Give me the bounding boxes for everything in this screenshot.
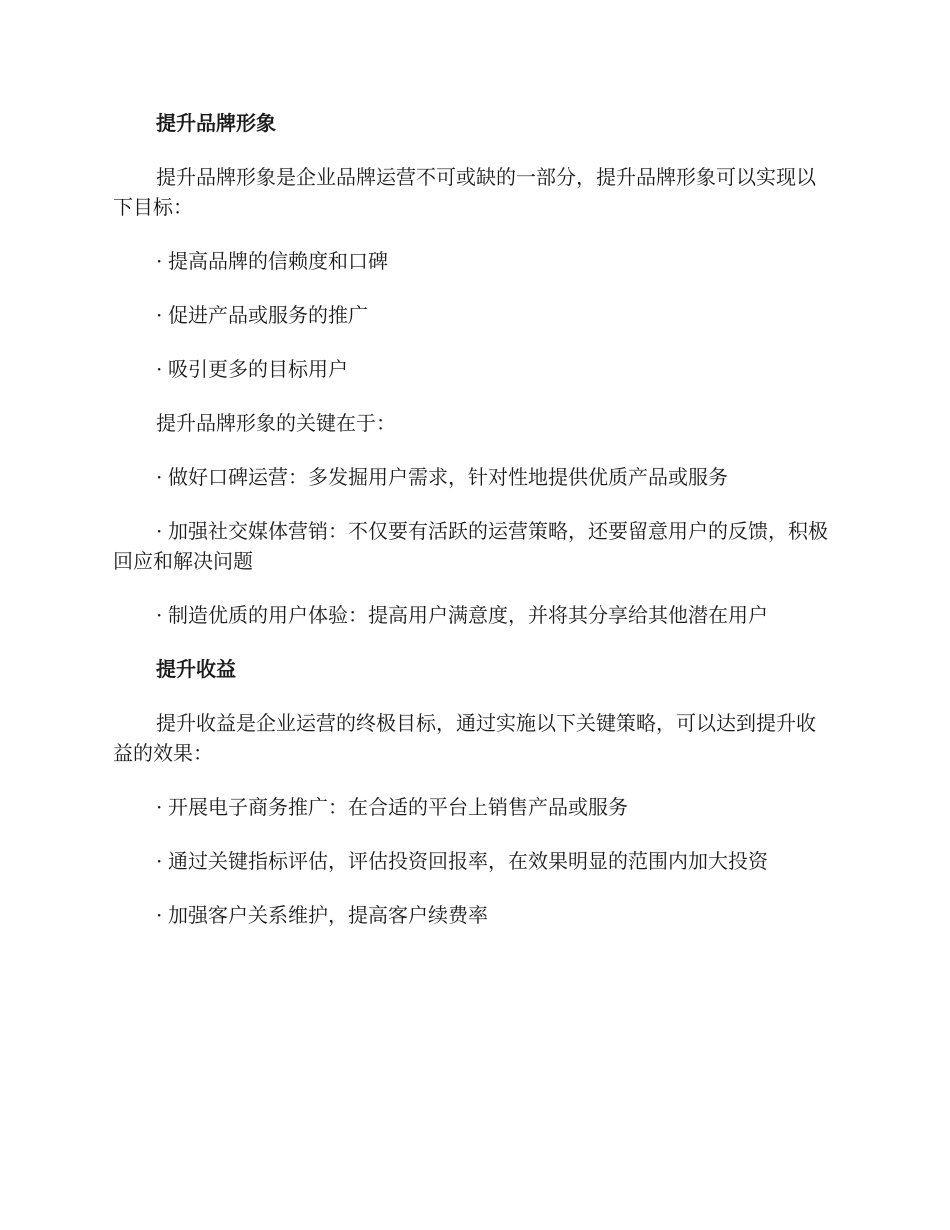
bullet-marker: · [156,849,163,873]
revenue-strategy-text: 开展电子商务推广：在合适的平台上销售产品或服务 [168,795,628,819]
revenue-strategy-item [113,792,833,822]
bullet-marker: · [156,795,163,819]
bullet-marker: · [156,249,163,273]
bullet-marker: · [156,303,163,327]
brand-goal-text: 促进产品或服务的推广 [168,303,368,327]
brand-key-text: 做好口碑运营：多发掘用户需求，针对性地提供优质产品或服务 [168,465,728,489]
bullet-marker: · [156,519,163,543]
brand-goal-text: 吸引更多的目标用户 [168,357,348,381]
bullet-marker: · [156,357,163,381]
brand-goal-item [113,300,833,330]
brand-key-item [113,516,833,576]
brand-goal-item [113,246,833,276]
brand-image-intro: 提升品牌形象是企业品牌运营不可或缺的一部分，提升品牌形象可以实现以下目标： [113,165,816,219]
brand-key-text: 制造优质的用户体验：提高用户满意度，并将其分享给其他潜在用户 [168,603,768,627]
brand-key-item [113,462,833,492]
bullet-marker: · [156,603,163,627]
revenue-strategy-item [113,846,833,876]
brand-key-item [113,600,833,630]
section-heading-revenue: 提升收益 [156,657,236,681]
brand-goal-item [113,354,833,384]
brand-key-intro: 提升品牌形象的关键在于： [156,411,396,435]
revenue-strategy-item [113,900,833,930]
brand-key-text: 加强社交媒体营销：不仅要有活跃的运营策略，还要留意用户的反馈，积极回应和解决问题 [113,519,828,573]
section-heading-brand-image: 提升品牌形象 [156,111,276,135]
revenue-strategy-text: 通过关键指标评估，评估投资回报率，在效果明显的范围内加大投资 [168,849,768,873]
revenue-strategy-text: 加强客户关系维护，提高客户续费率 [168,903,488,927]
brand-goal-text: 提高品牌的信赖度和口碑 [168,249,388,273]
revenue-intro: 提升收益是企业运营的终极目标，通过实施以下关键策略，可以达到提升收益的效果： [113,711,816,765]
document-body [113,108,833,954]
bullet-marker: · [156,465,163,489]
bullet-marker: · [156,903,163,927]
